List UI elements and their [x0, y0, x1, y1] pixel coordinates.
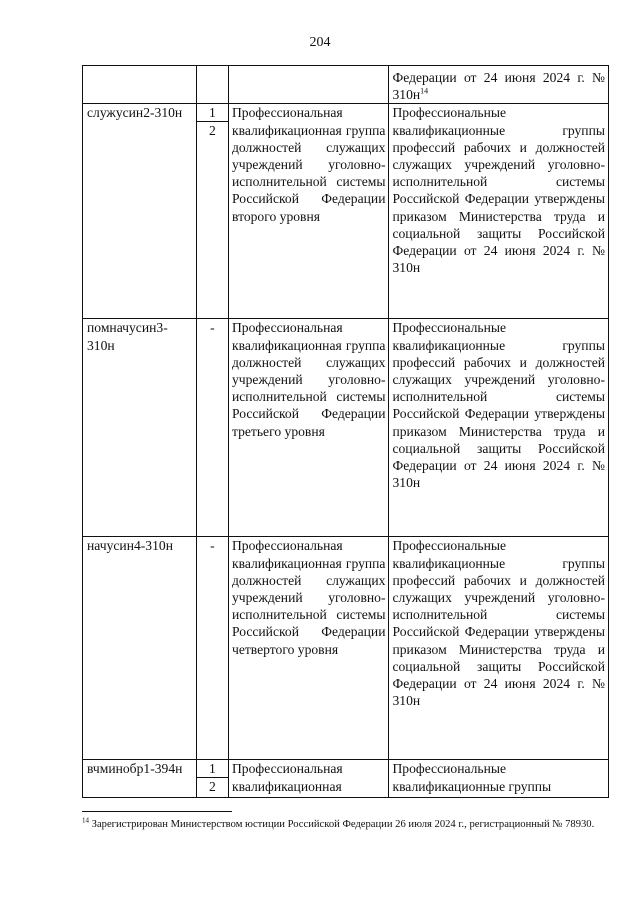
subgroup-cell — [196, 760, 228, 798]
subgroup-cell — [196, 66, 228, 104]
code-cell — [83, 319, 197, 537]
code-text: служусин2-310н — [87, 105, 183, 121]
group-cell — [228, 104, 388, 319]
subgroup-number: 2 — [197, 121, 228, 139]
code-cell — [83, 104, 197, 319]
table-row-continuation — [83, 66, 609, 104]
basis-cell — [389, 319, 609, 537]
subgroup-dash: - — [210, 320, 215, 336]
basis-text: Профессиональные квалификационные группы профессий рабочих и должностей служащих учреждений уголовно-исполнительной системы Российской Федерации утверждены приказом Министерства труда и социальной защиты Российской Федерации от 24 июня 2024 г. № 310н — [392, 538, 605, 709]
code-cell — [83, 760, 197, 798]
code-text: помначусин3-310н — [87, 320, 168, 353]
group-text: Профессиональная квалификационная группа должностей служащих учреждений уголовно-исполнительной системы Российской Федерации второго уровня — [231, 105, 386, 224]
code-text: начусин4-310н — [87, 538, 173, 554]
subgroup-number: 1 — [209, 761, 216, 777]
footnote-ref: 14 — [420, 86, 429, 96]
basis-text: Профессиональные квалификационные группы профессий рабочих и должностей служащих учреждений уголовно-исполнительной системы Российской Федерации утверждены приказом Министерства труда и социальной защиты Российской Федерации от 24 июня 2024 г. № 310н — [392, 320, 605, 491]
footnote-divider — [82, 811, 232, 812]
classification-table — [82, 65, 609, 798]
basis-text: Федерации от 24 июня 2024 г. № 310н — [392, 70, 605, 103]
subgroup-number: 1 — [209, 105, 216, 121]
group-cell — [228, 66, 388, 104]
basis-cell — [389, 66, 609, 104]
basis-text: Профессиональные квалификационные группы — [392, 761, 552, 794]
basis-cell — [389, 104, 609, 319]
code-text: вчминобр1-394н — [87, 761, 183, 777]
footnote-text: Зарегистрирован Министерством юстиции Российской Федерации 26 июля 2024 г., регистрационный № 78930. — [91, 819, 595, 830]
group-cell — [228, 319, 388, 537]
footnote-number: 14 — [82, 816, 89, 825]
basis-text: Профессиональные квалификационные группы профессий рабочих и должностей служащих учреждений уголовно-исполнительной системы Российской Федерации утверждены приказом Министерства труда и социальной защиты Российской Федерации от 24 июня 2024 г. № 310н — [392, 105, 605, 276]
table-row — [83, 537, 609, 760]
page-number: 204 — [309, 35, 331, 50]
table-row — [83, 760, 609, 798]
subgroup-cell — [196, 319, 228, 537]
code-cell — [83, 66, 197, 104]
basis-cell — [389, 537, 609, 760]
group-text: Профессиональная квалификационная группа должностей служащих учреждений уголовно-исполнительной системы Российской Федерации третьего уровня — [231, 320, 386, 439]
basis-cell — [389, 760, 609, 798]
subgroup-cell — [196, 104, 228, 319]
group-text: Профессиональная квалификационная группа должностей служащих учреждений уголовно-исполнительной системы Российской Федерации четвертого уровня — [231, 538, 386, 657]
subgroup-cell — [196, 537, 228, 760]
group-cell — [228, 760, 388, 798]
group-text: Профессиональная квалификационная — [231, 761, 343, 794]
code-cell — [83, 537, 197, 760]
table-row — [83, 104, 609, 319]
subgroup-number: 2 — [197, 777, 228, 795]
table-row — [83, 319, 609, 537]
subgroup-dash: - — [210, 538, 215, 554]
footnote — [82, 817, 610, 832]
group-cell — [228, 537, 388, 760]
